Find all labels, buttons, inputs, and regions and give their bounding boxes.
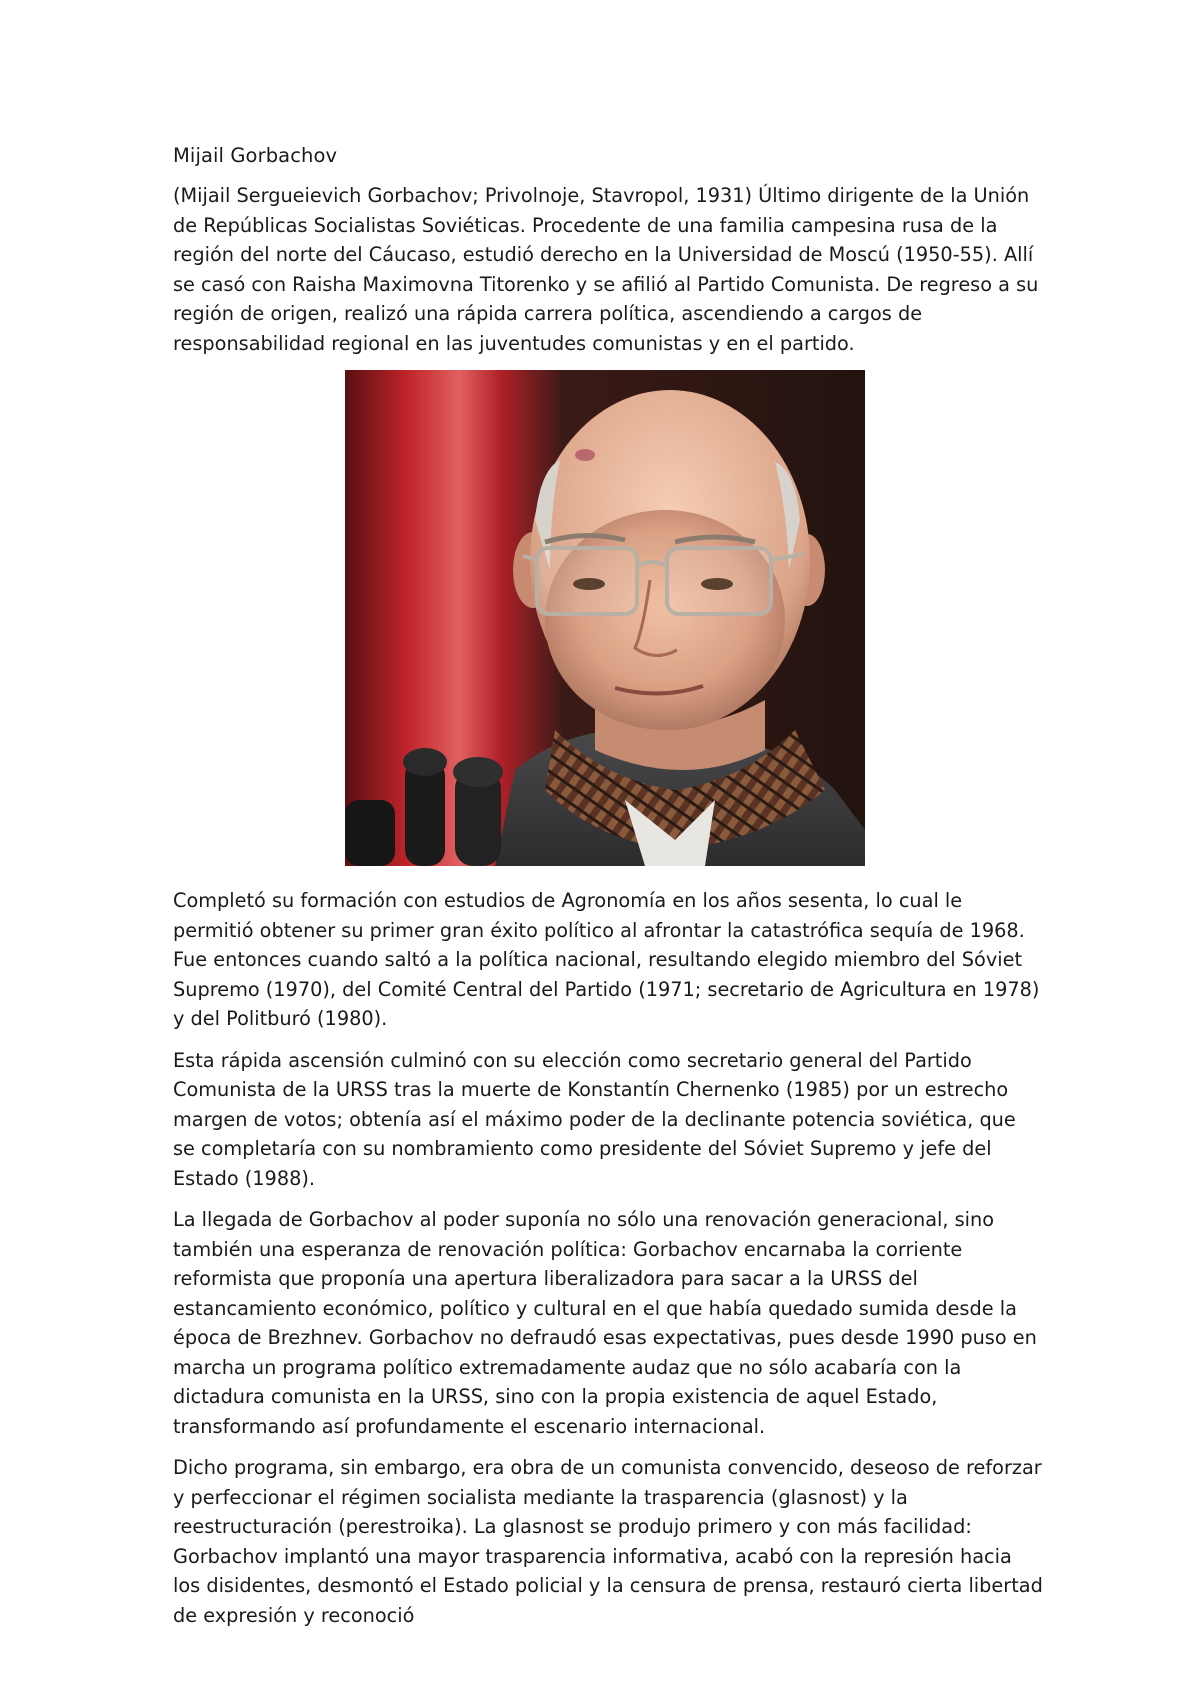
- paragraph-ascension: Esta rápida ascensión culminó con su elección como secretario general del Partido Comunista de la URSS tras la muerte de Konstantín Chernenko (1985) por un estrecho margen de votos; obtenía así el máximo poder de la declinante potencia soviética, que se completaría con su nombramiento como presidente del Sóviet Supremo y jefe del Estado (1988).: [173, 1048, 1016, 1190]
- paragraph-intro: (Mijail Sergueievich Gorbachov; Privolnoje, Stavropol, 1931) Último dirigente de la Unión de Repúblicas Socialistas Soviéticas. Procedente de una familia campesina rusa de la región del norte del Cáucaso, estudió derecho en la Universidad de Moscú (1950-55). Allí se casó con Raisha Maximovna Titorenko y se afilió al Partido Comunista. De regreso a su región de origen, realizó una rápida carrera política, ascendiendo a cargos de responsabilidad regional en las juventudes comunistas y en el partido.: [173, 184, 1039, 355]
- paragraph-reform: La llegada de Gorbachov al poder suponía no sólo una renovación generacional, sino también una esperanza de renovación política: Gorbachov encarnaba la corriente reformista que proponía una apertura liberalizadora para sacar a la URSS del estancamiento económico, político y cultural en el que había quedado sumida desde la época de Brezhnev. Gorbachov no defraudó esas expectativas, pues desde 1990 puso en marcha un programa político extremadamente audaz que no sólo acabaría con la dictadura comunista en la URSS, sino con la propia existencia de aquel Estado, transformando así profundamente el escenario internacional.: [173, 1208, 1037, 1438]
- portrait-photo: [345, 370, 865, 866]
- document-body: [173, 141, 1043, 1642]
- document-title: Mijail Gorbachov: [173, 144, 338, 167]
- paragraph-glasnost: Dicho programa, sin embargo, era obra de un comunista convencido, deseoso de reforzar y perfeccionar el régimen socialista mediante la trasparencia (glasnost) y la reestructuración (perestroika). La glasnost se produjo primero y con más facilidad: Gorbachov implantó una mayor trasparencia informativa, acabó con la represión hacia los disidentes, desmontó el Estado policial y la censura de prensa, restauró cierta libertad de expresión y reconoció: [173, 1456, 1043, 1627]
- portrait-illustration: [345, 370, 865, 866]
- paragraph-agronomy: Completó su formación con estudios de Agronomía en los años sesenta, lo cual le permitió obtener su primer gran éxito político al afrontar la catastrófica sequía de 1968. Fue entonces cuando saltó a la política nacional, resultando elegido miembro del Sóviet Supremo (1970), del Comité Central del Partido (1971; secretario de Agricultura en 1978) y del Politburó (1980).: [173, 889, 1040, 1030]
